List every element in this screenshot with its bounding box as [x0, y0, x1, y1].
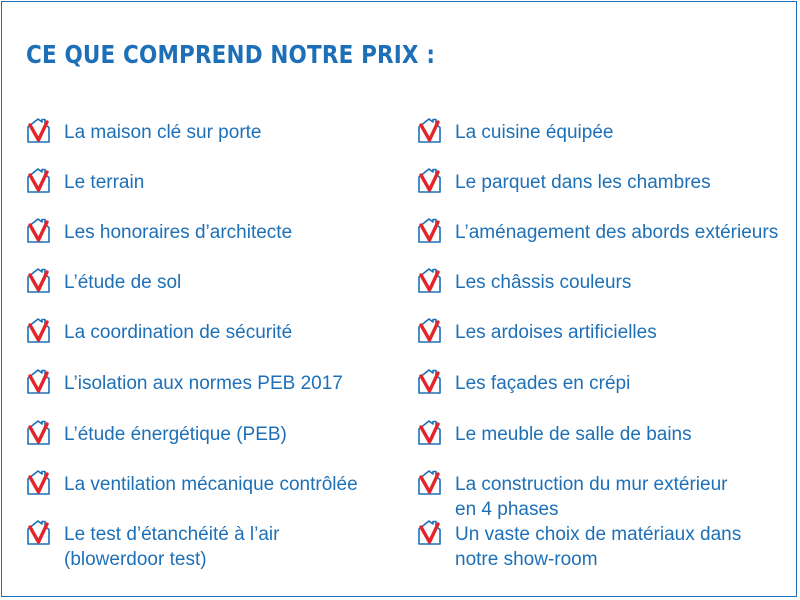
checklist-item-line: La coordination de sécurité — [64, 322, 293, 343]
checklist-item-line: Un vaste choix de matériaux dans — [455, 524, 742, 545]
checklist-item-text — [455, 270, 631, 295]
house-checkmark-icon — [25, 517, 53, 547]
checklist-item-line: Les façades en crépi — [455, 373, 631, 394]
page-title: CE QUE COMPREND NOTRE PRIX : — [26, 40, 436, 69]
checklist-item-line: La cuisine équipée — [455, 122, 614, 143]
checklist-item-text — [64, 270, 181, 295]
checklist-item-line: L’isolation aux normes PEB 2017 — [64, 373, 343, 394]
checklist-item-text — [64, 422, 287, 447]
checklist-item-line: La maison clé sur porte — [64, 122, 262, 143]
house-checkmark-icon — [416, 165, 444, 195]
checklist-item-text — [455, 472, 727, 522]
checklist-item-text — [64, 170, 144, 195]
checklist-item-line: Les châssis couleurs — [455, 272, 632, 293]
checklist-item-line: Le meuble de salle de bains — [455, 424, 692, 445]
house-checkmark-icon — [416, 366, 444, 396]
checklist-item-text — [64, 522, 279, 572]
checklist-item-line: Les ardoises artificielles — [455, 322, 657, 343]
house-checkmark-icon — [25, 165, 53, 195]
checklist-item-text — [455, 170, 711, 195]
checklist-item-text — [455, 120, 613, 145]
checklist-item-line: (blowerdoor test) — [64, 549, 207, 570]
checklist-item-text — [455, 422, 692, 447]
house-checkmark-icon — [416, 265, 444, 295]
checklist-item-line: L’aménagement des abords extérieurs — [455, 222, 779, 243]
house-checkmark-icon — [25, 265, 53, 295]
checklist-item-line: La construction du mur extérieur — [455, 474, 728, 495]
checklist-item-text — [455, 371, 630, 396]
house-checkmark-icon — [25, 215, 53, 245]
checklist-item-line: L’étude énergétique (PEB) — [64, 424, 287, 445]
house-checkmark-icon — [416, 417, 444, 447]
checklist-item-line: notre show-room — [455, 549, 598, 570]
house-checkmark-icon — [416, 315, 444, 345]
checklist-item-line: en 4 phases — [455, 499, 559, 520]
house-checkmark-icon — [25, 366, 53, 396]
checklist-item-text — [455, 522, 741, 572]
checklist-item-line: L’étude de sol — [64, 272, 182, 293]
checklist-item-line: Le test d’étanchéité à l’air — [64, 524, 280, 545]
checklist-item-text — [455, 220, 778, 245]
checklist-item-text — [64, 320, 292, 345]
checklist-item-line: Le parquet dans les chambres — [455, 172, 711, 193]
house-checkmark-icon — [416, 215, 444, 245]
page-frame — [1, 1, 797, 597]
checklist-item-line: La ventilation mécanique contrôlée — [64, 474, 358, 495]
house-checkmark-icon — [25, 467, 53, 497]
house-checkmark-icon — [416, 517, 444, 547]
house-checkmark-icon — [416, 467, 444, 497]
house-checkmark-icon — [25, 417, 53, 447]
house-checkmark-icon — [25, 315, 53, 345]
checklist-item-text — [455, 320, 657, 345]
house-checkmark-icon — [25, 115, 53, 145]
checklist-item-text — [64, 371, 343, 396]
checklist-item-text — [64, 472, 358, 497]
checklist-item-text — [64, 120, 262, 145]
checklist-item-line: Le terrain — [64, 172, 145, 193]
checklist-item-text — [64, 220, 292, 245]
house-checkmark-icon — [416, 115, 444, 145]
checklist-item-line: Les honoraires d’architecte — [64, 222, 293, 243]
